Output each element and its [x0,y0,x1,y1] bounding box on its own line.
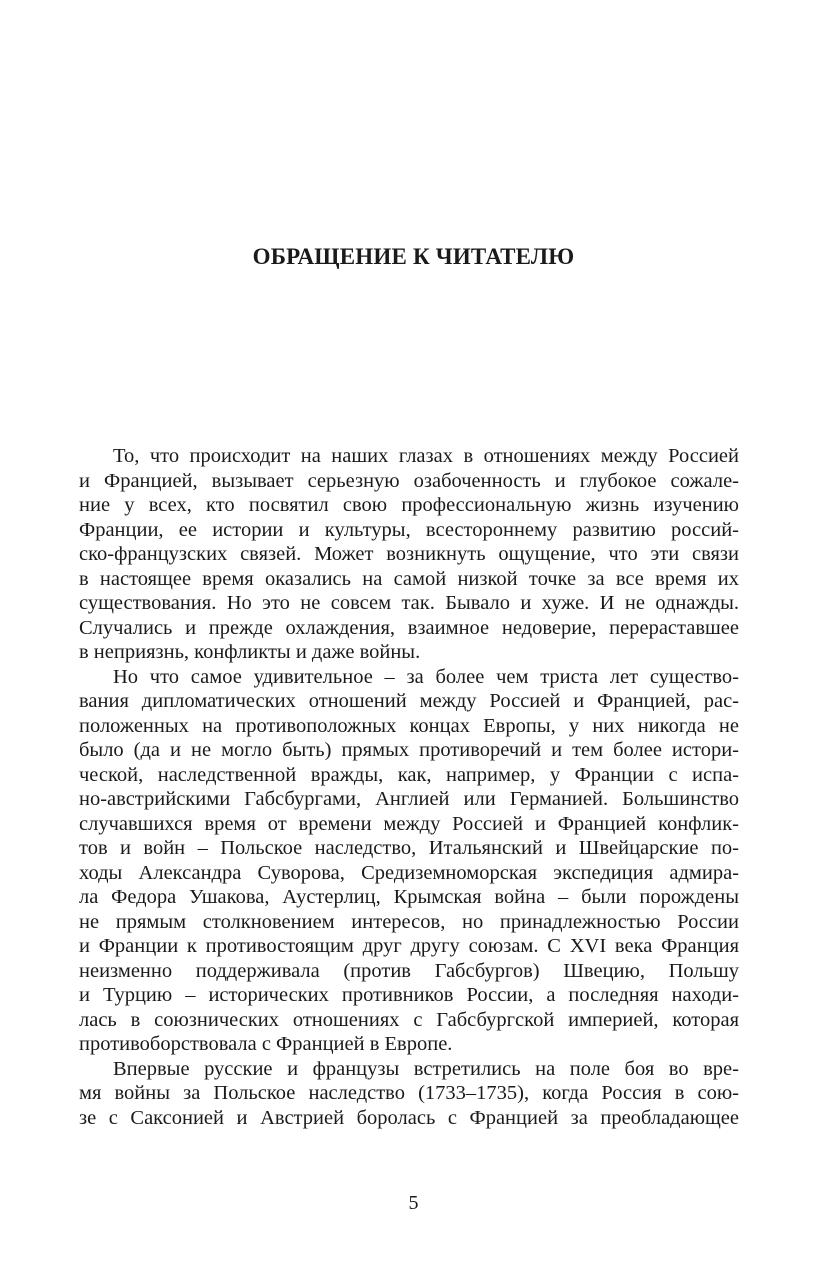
text-line: и Турцию – исторических противников России, а последняя находи- [79,984,739,1006]
text-line: случавшихся время от времени между Россией и Францией конфлик- [79,812,739,835]
text-line: но-австрийскими Габсбургами, Англией или Германией. Большинство [79,788,739,810]
text-line: было (да и не могло быть) прямых противоречий и тем более истори- [79,739,739,761]
text-line: Франции, ее истории и культуры, всестороннему развитию россий- [79,518,739,541]
text-line: ческой, наследственной вражды, как, например, у Франции с испа- [79,763,739,786]
text-line: То, что происходит на наших глазах в отношениях между Россией [113,445,739,467]
text-line: ско-французских связей. Может возникнуть ощущение, что эти связи [79,543,739,565]
page-number: 5 [408,1192,419,1214]
paragraph [79,1057,739,1131]
text-line: тов и войн – Польское наследство, Итальянский и Швейцарские по- [79,837,739,859]
text-line: не прямым столкновением интересов, но принадлежностью России [79,910,739,933]
text-line: существования. Но это не совсем так. Бывало и хуже. И не однажды. [79,592,739,614]
text-line: неизменно поддерживала (против Габсбургов) Швецию, Польшу [79,959,739,982]
text-line: мя войны за Польское наследство (1733–1735), когда Россия в сою- [79,1082,739,1104]
paragraph [79,665,739,1057]
text-line: и Франции к противостоящим друг другу союзам. С XVI века Франция [79,935,739,957]
text-line: в настоящее время оказались на самой низкой точке за все время их [79,567,739,590]
body-text [79,444,739,1130]
text-line: противоборствовала с Францией в Европе. [79,1033,453,1055]
text-line: лась в союзнических отношениях с Габсбургской империей, которая [79,1008,739,1031]
paragraph [79,444,739,665]
chapter-title: ОБРАЩЕНИЕ К ЧИТАТЕЛЮ [252,244,575,269]
text-line: ние у всех, кто посвятил свою профессиональную жизнь изучению [79,494,739,516]
text-line: положенных на противоположных концах Европы, у них никогда не [79,714,739,737]
text-line: и Францией, вызывает серьезную озабоченность и глубокое сожале- [79,469,739,492]
text-line: Но что самое удивительное – за более чем триста лет существо- [113,665,739,688]
text-line: ла Федора Ушакова, Аустерлиц, Крымская война – были порождены [79,886,739,908]
text-line: Впервые русские и французы встретились на поле боя во вре- [113,1057,739,1080]
text-line: Случались и прежде охлаждения, взаимное недоверие, перераставшее [79,616,739,639]
text-line: ходы Александра Суворова, Средиземноморская экспедиция адмира- [79,861,739,884]
text-line: вания дипломатических отношений между Россией и Францией, рас- [79,690,739,712]
text-line: в неприязнь, конфликты и даже войны. [79,641,421,663]
text-line: зе с Саксонией и Австрией боролась с Францией за преобладающее [79,1106,739,1129]
